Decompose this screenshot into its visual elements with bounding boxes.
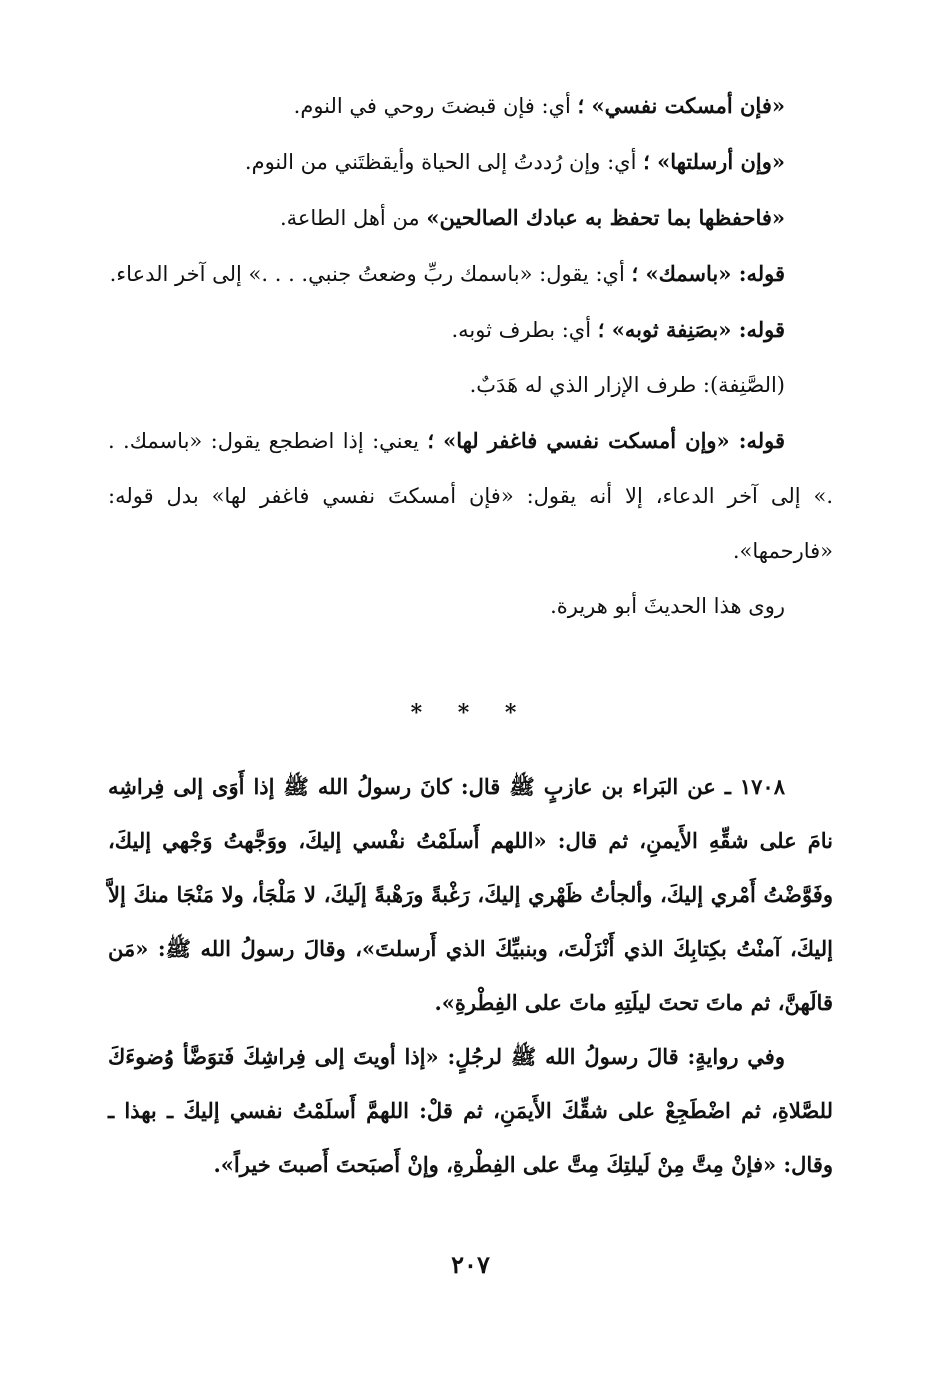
commentary-line-3: «فاحفظها بما تحفظ به عبادك الصالحين» من أهل الطاعة. <box>279 205 785 230</box>
narrator-line: روى هذا الحديثَ أبو هريرة. <box>550 594 785 618</box>
hadith-section <box>108 760 833 1192</box>
hadith-1708: ١٧٠٨ ـ عن البَراء بن عازبٍ ﷺ قال: كانَ رسولُ الله ﷺ إذا أَوَى إلى فِراشِه نامَ على شقِّهِ الأَيمنِ، ثم قال: «اللهم أَسلَمْتُ نفْسي إليكَ، ووَجَّهتُ وَجْهي إليكَ، وفَوَّضْتُ أَمْري إليكَ، وألجأتُ ظَهْري إليكَ، رَغْبةً ورَهْبةً إلَيكَ، لا مَلْجَأ، ولا مَنْجَا منكَ إلاَّ إليكَ، آمنْتُ بكِتابِكَ الذي أَنْزَلْتَ، وبنبيِّكَ الذي أَرسلتَ»، وقالَ رسولُ الله ﷺ: «مَن قالَهنَّ، ثم ماتَ تحتَ ليلَتِهِ ماتَ على الفِطْرةِ». <box>108 774 833 1015</box>
commentary-amsakt: قوله: «وإن أمسكت نفسي فاغفر لها» ؛ يعني: إذا اضطجع يقول: «باسمك. . .» إلى آخر الدعاء، إلا أنه يقول: «فإن أمسكتَ نفسي فاغفر لها» بدل قوله: «فارحمها». <box>108 428 833 563</box>
commentary-bismika: قوله: «باسمك» ؛ أي: يقول: «باسمك ربِّ وضعتُ جنبي. . . .» إلى آخر الدعاء. <box>109 261 785 286</box>
commentary-sanifa: قوله: «بصَنِفة ثوبه» ؛ أي: بطرف ثوبه. <box>451 317 785 342</box>
commentary-line-1: «فإن أمسكت نفسي» ؛ أي: فإن قبضتَ روحي في النوم. <box>293 93 785 118</box>
commentary-section <box>108 78 833 634</box>
page-number: ٢٠٧ <box>451 1250 490 1279</box>
commentary-line-2: «وإن أرسلتها» ؛ أي: وإن رُددتُ إلى الحياة وأيقظتَني من النوم. <box>244 149 785 174</box>
section-separator: * * * <box>410 700 531 726</box>
sanifa-definition: (الصَّنِفة): طرف الإزار الذي له هَدَبٌ. <box>469 373 785 397</box>
hadith-riwaya: وفي روايةٍ: قالَ رسولُ الله ﷺ لرجُلٍ: «إذا أويتَ إلى فِراشِكَ فَتوَضَّأ وُضوءَكَ للصَّلاةِ، ثم اضْطَجِعْ على شقِّكَ الأَيمَنِ، ثم قلْ: اللهمَّ أَسلَمْتُ نفسي إليكَ ـ بهذا ـ وقال: «فإنْ مِتَّ مِنْ لَيلتِكَ مِتَّ على الفِطْرةِ، وإنْ أَصبَحتَ أَصبتَ خيراً». <box>108 1044 833 1177</box>
